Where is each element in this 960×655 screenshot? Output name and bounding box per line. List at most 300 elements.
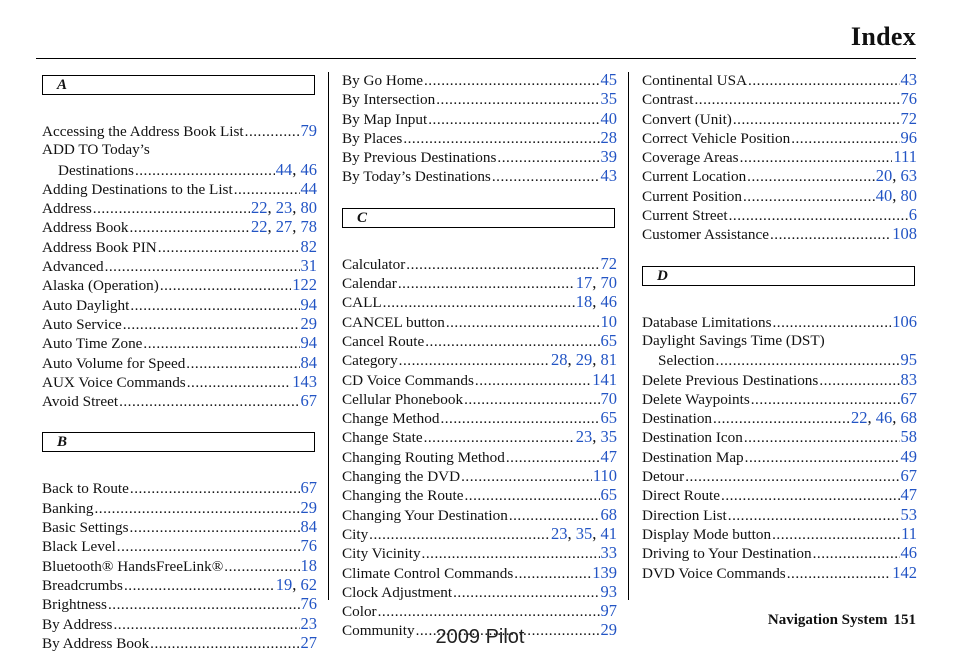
entry-term: Black Level (42, 538, 116, 556)
entry-term: Basic Settings (42, 519, 129, 537)
page-link[interactable]: 143 (292, 371, 317, 391)
leader-dots (422, 544, 600, 563)
column-divider (328, 72, 329, 600)
index-entry (342, 447, 617, 466)
index-entry (342, 466, 617, 485)
page-link[interactable]: 97 (600, 601, 617, 621)
page-link[interactable]: 106 (892, 311, 917, 331)
page-link[interactable]: 95 (900, 350, 917, 370)
index-entry (642, 224, 917, 243)
index-entry (42, 391, 317, 410)
leader-dots (428, 110, 599, 129)
entry-term: Accessing the Address Book List (42, 123, 244, 140)
entry-term-continuation: Selection (658, 352, 715, 370)
index-entry (642, 331, 917, 350)
entry-term: CANCEL button (342, 313, 445, 331)
entry-term: Auto Time Zone (42, 335, 143, 353)
index-entry (42, 594, 317, 613)
entry-term: Adding Destinations to the List (42, 180, 233, 198)
entry-term: Current Street (642, 207, 728, 225)
index-entry (642, 370, 917, 389)
entry-term: Clock Adjustment (342, 583, 453, 601)
page-link[interactable]: 49 (900, 446, 917, 466)
entry-term: By Map Input (342, 110, 428, 128)
entry-term: Destination (642, 410, 713, 428)
entry-term: Auto Volume for Speed (42, 354, 186, 372)
leader-dots (813, 544, 900, 563)
page-link[interactable]: 67 (900, 388, 917, 408)
index-entry (42, 353, 317, 372)
index-entry (342, 485, 617, 504)
index-entry (342, 89, 617, 108)
page-link[interactable]: 67 (900, 466, 917, 486)
leader-dots (93, 199, 250, 218)
page-link[interactable]: 70 (600, 388, 617, 408)
leader-dots (186, 354, 299, 373)
page-link[interactable]: 35 (600, 89, 617, 109)
page-link[interactable]: 81 (600, 350, 617, 370)
entry-term: Cellular Phonebook (342, 390, 464, 408)
leader-dots (475, 371, 591, 390)
watermark: 2009 Pilot (435, 626, 525, 648)
entry-term: Changing the DVD (342, 468, 461, 486)
index-entry (42, 140, 317, 159)
page-link[interactable]: 46 (600, 292, 617, 312)
entry-term: Bluetooth® HandsFreeLink® (42, 557, 224, 575)
entry-term: By Today’s Destinations (342, 168, 491, 186)
page-link[interactable]: 18 (300, 555, 317, 575)
leader-dots (748, 71, 899, 90)
page-link[interactable]: 139 (592, 562, 617, 582)
leader-dots (245, 122, 300, 141)
entry-term: Coverage Areas (642, 149, 739, 167)
leader-dots (747, 167, 875, 186)
leader-dots (514, 564, 591, 583)
page-link[interactable]: 44 (275, 159, 293, 179)
page-link[interactable]: 65 (600, 485, 617, 505)
page-link[interactable]: 22 (251, 198, 268, 218)
index-entry (342, 582, 617, 601)
page-link[interactable]: 46 (300, 159, 317, 179)
entry-term: Direct Route (642, 487, 721, 505)
page-link[interactable]: 46 (875, 408, 893, 428)
leader-dots (745, 448, 900, 467)
index-entry: Breadcrumbs ..... 19, 62 (42, 575, 317, 594)
index-entry (342, 70, 617, 89)
leader-dots (119, 392, 299, 411)
page-link[interactable]: 45 (600, 70, 617, 89)
leader-dots (124, 576, 275, 595)
page-link[interactable]: 27 (275, 217, 293, 237)
index-entry (642, 389, 917, 408)
leader-dots (94, 499, 299, 518)
section-header-c: C (342, 208, 615, 228)
page-link[interactable]: 41 (600, 523, 617, 543)
index-entry (42, 121, 317, 140)
page-link[interactable]: 65 (600, 330, 617, 350)
entry-term: By Previous Destinations (342, 149, 497, 167)
page-link[interactable]: 20 (875, 166, 893, 186)
page-link[interactable]: 40 (600, 108, 617, 128)
index-entry: Destination ..... 22, 46, 68 (642, 408, 917, 427)
leader-dots (772, 525, 900, 544)
leader-dots (744, 428, 900, 447)
index-entry-continuation: Destinations ..... 44, 46 (42, 160, 317, 179)
entry-term: Delete Waypoints (642, 390, 750, 408)
entry-term: Breadcrumbs (42, 576, 123, 594)
page-link[interactable]: 76 (900, 89, 917, 109)
page-link[interactable]: 10 (600, 311, 617, 331)
leader-dots (234, 180, 300, 199)
entry-term: Changing the Route (342, 487, 464, 505)
page-link[interactable]: 122 (292, 275, 317, 295)
page-link[interactable]: 23 (575, 427, 593, 447)
leader-dots (685, 467, 899, 486)
leader-dots (406, 255, 599, 274)
page-link[interactable]: 141 (592, 369, 617, 389)
index-entry (642, 543, 917, 562)
entry-term: Driving to Your Destination (642, 545, 812, 563)
index-entry (42, 517, 317, 536)
leader-dots (135, 161, 275, 180)
page-link[interactable]: 35 (600, 427, 617, 447)
entry-term: By Intersection (342, 91, 436, 109)
page-link[interactable]: 72 (600, 253, 617, 273)
column-divider (628, 72, 629, 600)
entry-term: Destination Icon (642, 429, 743, 447)
leader-dots (787, 564, 892, 583)
index-entry (642, 505, 917, 524)
page-link[interactable]: 84 (300, 352, 317, 372)
page-link[interactable]: 23 (275, 198, 293, 218)
leader-dots (716, 351, 900, 370)
entry-term: Current Location (642, 168, 747, 186)
index-entry (42, 179, 317, 198)
leader-dots (436, 90, 599, 109)
entry-term: Database Limitations (642, 313, 772, 331)
entry-term: Avoid Street (42, 393, 119, 411)
page-link[interactable]: 68 (600, 504, 617, 524)
leader-dots (772, 313, 891, 332)
index-entry: Category ..... 28, 29, 81 (342, 350, 617, 369)
page-link[interactable]: 62 (300, 574, 317, 594)
page-link[interactable]: 11 (901, 523, 917, 543)
page-link[interactable]: 76 (300, 536, 317, 556)
page-link[interactable]: 19 (275, 574, 293, 594)
leader-dots (130, 479, 300, 498)
entry-term: Auto Service (42, 315, 122, 333)
page-link[interactable]: 78 (300, 217, 317, 237)
section-header-b: B (42, 432, 315, 452)
leader-dots (224, 557, 299, 576)
index-entry (642, 70, 917, 89)
page-link[interactable]: 35 (575, 523, 593, 543)
leader-dots (728, 506, 900, 525)
index-entry: CALL ..... 18, 46 (342, 292, 617, 311)
page-title: Index (850, 22, 916, 51)
page-link[interactable]: 33 (600, 543, 617, 563)
entry-term: Continental USA (642, 72, 748, 89)
leader-dots (129, 518, 299, 537)
index-entry (642, 205, 917, 224)
entry-term: DVD Voice Commands (642, 564, 786, 582)
page-link[interactable]: 44 (300, 178, 317, 198)
index-entry (342, 543, 617, 562)
index-entry (642, 89, 917, 108)
page-link[interactable]: 110 (592, 466, 617, 486)
leader-dots (108, 595, 300, 614)
index-entry: Current Position ..... 40, 80 (642, 186, 917, 205)
entry-term: Change Method (342, 410, 440, 428)
index-entry-continuation (642, 350, 917, 369)
index-entry (342, 505, 617, 524)
leader-dots (130, 296, 299, 315)
page-link[interactable]: 58 (900, 427, 917, 447)
index-entry (42, 536, 317, 555)
page-link[interactable]: 65 (600, 408, 617, 428)
entry-term-continuation: Destinations (58, 161, 134, 179)
index-entry (342, 312, 617, 331)
entry-term: By Address Book (42, 634, 150, 652)
page-link[interactable]: 76 (300, 594, 317, 614)
entry-term: Detour (642, 468, 685, 486)
page-link[interactable]: 108 (892, 224, 917, 244)
leader-dots (424, 71, 600, 90)
entry-term: Destination Map (642, 448, 744, 466)
page-link[interactable]: 80 (900, 185, 917, 205)
page-link[interactable]: 28 (551, 350, 568, 370)
page-link[interactable]: 43 (900, 70, 917, 89)
page-link[interactable]: 17 (575, 273, 593, 293)
index-entry (342, 109, 617, 128)
leader-dots (403, 129, 599, 148)
entry-term: ADD TO Today’s (42, 141, 150, 159)
page-link[interactable]: 31 (300, 256, 317, 276)
leader-dots (105, 257, 300, 276)
index-entry (342, 128, 617, 147)
entry-term: CD Voice Commands (342, 371, 474, 389)
entry-term: Direction List (642, 506, 727, 524)
index-entry (342, 147, 617, 166)
entry-term: Display Mode button (642, 525, 772, 543)
entry-term: Climate Control Commands (342, 564, 514, 582)
index-entry (342, 166, 617, 185)
page-link[interactable]: 18 (575, 292, 593, 312)
entry-term: Correct Vehicle Position (642, 129, 791, 147)
page-link[interactable]: 72 (900, 108, 917, 128)
entry-term: Daylight Savings Time (DST) (642, 331, 825, 349)
index-entry (42, 372, 317, 391)
entry-term: Calculator (342, 255, 406, 273)
page-link[interactable]: 82 (300, 236, 317, 256)
page-link[interactable]: 63 (900, 166, 917, 186)
leader-dots (143, 334, 299, 353)
leader-dots (492, 167, 600, 186)
page-link[interactable]: 22 (851, 408, 868, 428)
page-link[interactable]: 142 (892, 562, 917, 582)
leader-dots (740, 148, 893, 167)
leader-dots (399, 351, 550, 370)
entry-term: Current Position (642, 187, 742, 205)
entry-term: Advanced (42, 258, 104, 276)
index-entry (342, 563, 617, 582)
page-link[interactable]: 79 (300, 121, 317, 140)
page-link[interactable]: 53 (900, 504, 917, 524)
leader-dots (158, 238, 300, 257)
page-link[interactable]: 29 (600, 620, 617, 640)
page-link[interactable]: 96 (900, 127, 917, 147)
page-link[interactable]: 67 (300, 391, 317, 411)
entry-term: Convert (Unit) (642, 110, 732, 128)
section-header-a: A (42, 75, 315, 95)
entry-term: By Places (342, 129, 403, 147)
page-link[interactable]: 23 (300, 613, 317, 633)
entry-term: By Address (42, 615, 113, 633)
index-entry: Calendar ..... 17, 70 (342, 273, 617, 292)
leader-dots (129, 218, 250, 237)
leader-dots (453, 583, 599, 602)
leader-dots (398, 274, 575, 293)
entry-term: AUX Voice Commands (42, 373, 186, 391)
entry-term: Auto Daylight (42, 296, 130, 314)
index-entry (42, 256, 317, 275)
page-link[interactable]: 28 (600, 127, 617, 147)
index-entry: Current Location ..... 20, 63 (642, 166, 917, 185)
leader-dots (378, 602, 600, 621)
page-link[interactable]: 46 (900, 543, 917, 563)
index-entry (342, 370, 617, 389)
index-entry (42, 556, 317, 575)
index-entry (642, 524, 917, 543)
index-entry (342, 331, 617, 350)
index-entry (342, 389, 617, 408)
leader-dots (123, 315, 300, 334)
index-entry (642, 447, 917, 466)
entry-term: Address Book (42, 219, 129, 237)
leader-dots (733, 110, 900, 129)
page-number: 151 (893, 612, 916, 628)
page-link[interactable]: 39 (600, 147, 617, 167)
leader-dots (743, 187, 875, 206)
page-link[interactable]: 94 (300, 333, 317, 353)
page-link[interactable]: 111 (893, 147, 917, 167)
entry-term: Calendar (342, 275, 397, 293)
leader-dots (506, 448, 600, 467)
page-link[interactable]: 23 (551, 523, 568, 543)
page-link[interactable]: 67 (300, 478, 317, 498)
page-link[interactable]: 80 (300, 198, 317, 218)
index-entry (642, 147, 917, 166)
index-entry (642, 485, 917, 504)
index-entry (42, 333, 317, 352)
leader-dots (440, 409, 599, 428)
page-link[interactable]: 47 (600, 446, 617, 466)
page-link[interactable]: 29 (300, 497, 317, 517)
leader-dots (791, 129, 899, 148)
index-entry: Address ..... 22, 23, 80 (42, 198, 317, 217)
leader-dots (446, 313, 600, 332)
page-link[interactable]: 40 (875, 185, 893, 205)
leader-dots (425, 332, 599, 351)
leader-dots (369, 525, 550, 544)
index-entry (642, 109, 917, 128)
page-link[interactable]: 29 (300, 313, 317, 333)
index-entry (642, 563, 917, 582)
leader-dots (497, 148, 599, 167)
index-column-2 (342, 70, 617, 640)
index-entry (42, 237, 317, 256)
entry-term: City (342, 525, 369, 543)
index-entry (42, 478, 317, 497)
leader-dots (465, 486, 600, 505)
index-entry (342, 408, 617, 427)
page-link[interactable]: 93 (600, 581, 617, 601)
index-entry (342, 601, 617, 620)
footer-label: Navigation System (767, 612, 888, 628)
page-link[interactable]: 83 (900, 369, 917, 389)
page-link[interactable]: 68 (900, 408, 917, 428)
entry-term: Delete Previous Destinations (642, 371, 819, 389)
index-entry: City ..... 23, 35, 41 (342, 524, 617, 543)
entry-term: CALL (342, 294, 382, 312)
index-entry: Change State ..... 23, 35 (342, 427, 617, 446)
leader-dots (713, 409, 850, 428)
leader-dots (694, 90, 899, 109)
index-entry (642, 466, 917, 485)
entry-term: Banking (42, 499, 94, 517)
page-link[interactable]: 22 (251, 217, 268, 237)
entry-term: Alaska (Operation) (42, 277, 159, 295)
leader-dots (721, 486, 899, 505)
leader-dots (424, 428, 575, 447)
index-entry (342, 254, 617, 273)
entry-term: Back to Route (42, 480, 129, 498)
page-link[interactable]: 70 (600, 273, 617, 293)
page-link[interactable]: 27 (300, 632, 317, 652)
entry-term: Community (342, 622, 415, 640)
leader-dots (383, 293, 575, 312)
entry-term: Address (42, 200, 92, 218)
leader-dots (751, 390, 900, 409)
leader-dots (187, 373, 292, 392)
page-link[interactable]: 47 (900, 485, 917, 505)
leader-dots (819, 371, 899, 390)
section-header-d: D (642, 266, 915, 286)
index-column-3 (642, 70, 917, 582)
leader-dots (509, 506, 600, 525)
leader-dots (160, 276, 291, 295)
entry-term: By Go Home (342, 72, 423, 89)
entry-term: Changing Your Destination (342, 506, 508, 524)
entry-term: Contrast (642, 91, 694, 109)
index-entry (42, 275, 317, 294)
page-link[interactable]: 43 (600, 166, 617, 186)
entry-term: Change State (342, 429, 423, 447)
page-link[interactable]: 6 (908, 205, 917, 225)
index-entry (42, 498, 317, 517)
leader-dots (464, 390, 599, 409)
entry-term: Changing Routing Method (342, 448, 505, 466)
index-entry (642, 312, 917, 331)
page-link[interactable]: 94 (300, 294, 317, 314)
leader-dots (729, 206, 908, 225)
page-link[interactable]: 29 (575, 350, 593, 370)
page-link[interactable]: 84 (300, 517, 317, 537)
index-entry (42, 295, 317, 314)
entry-term: Category (342, 352, 398, 370)
leader-dots (461, 467, 592, 486)
index-entry (42, 314, 317, 333)
